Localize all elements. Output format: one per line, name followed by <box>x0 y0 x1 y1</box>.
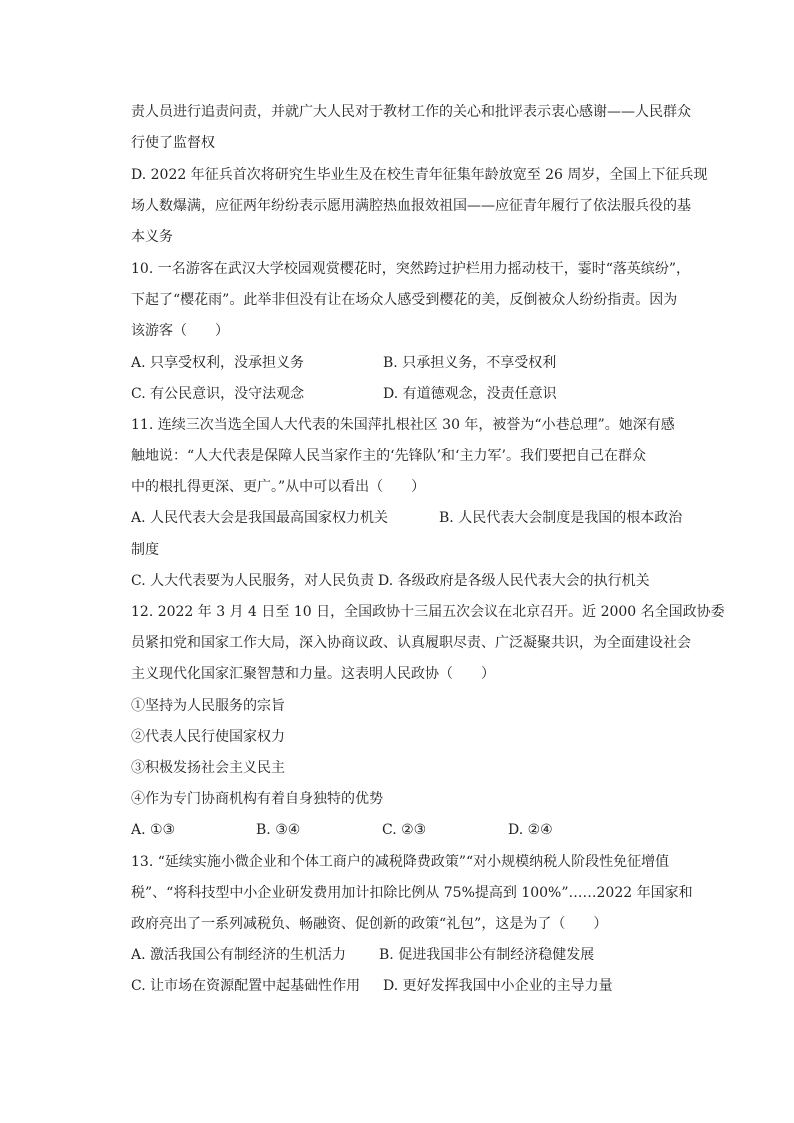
prev-option-d-line-1: D. 2022 年征兵首次将研究生毕业生及在校生青年征集年龄放宽至 26 周岁，全国上下征兵现 <box>131 167 708 183</box>
q11-option-a: A. 人民代表大会是我国最高国家权力机关 <box>131 510 389 526</box>
continuation-line-1: 责人员进行追责问责，并就广大人民对于教材工作的关心和批评表示衷心感谢——人民群众 <box>131 104 691 120</box>
q10-stem-line-2: 下起了“樱花雨”。此举非但没有让在场众人感受到樱花的美，反倒被众人纷纷指责。因为 <box>131 292 678 308</box>
q13-option-b: B. 促进我国非公有制经济稳健发展 <box>379 947 595 963</box>
q10-option-a: A. 只享受权利，没承担义务 <box>131 355 305 371</box>
q12-option-d: D. ②④ <box>508 822 553 838</box>
continuation-line-2: 行使了监督权 <box>131 135 215 151</box>
q11-stem-line-2: 触地说：“人大代表是保障人民当家作主的‘先锋队’和‘主力军’。我们要把自己在群众 <box>131 448 646 464</box>
q11-stem-line-3: 中的根扎得更深、更广。”从中可以看出（ ） <box>131 479 426 495</box>
q10-stem-line-3: 该游客（ ） <box>131 323 229 339</box>
q11-option-b-continued: 制度 <box>131 542 159 558</box>
q10-option-d: D. 有道德观念，没责任意识 <box>383 386 557 402</box>
q12-stem-line-2: 员紧扣党和国家工作大局，深入协商议政、认真履职尽责、广泛凝聚共识，为全面建设社会 <box>131 635 691 651</box>
q10-option-b: B. 只承担义务，不享受权利 <box>383 355 557 371</box>
q13-stem-line-1: 13. “延续实施小微企业和个体工商户的减税降费政策”“对小规模纳税人阶段性免征增值 <box>131 854 670 870</box>
q12-statement-4: ④作为专门协商机构有着自身独特的优势 <box>131 791 383 807</box>
q13-option-d: D. 更好发挥我国中小企业的主导力量 <box>383 978 613 994</box>
q11-stem-line-1: 11. 连续三次当选全国人大代表的朱国萍扎根社区 30 年，被誉为“小巷总理”。她深有感 <box>131 417 675 433</box>
q10-stem-line-1: 10. 一名游客在武汉大学校园观赏樱花时，突然跨过护栏用力摇动枝干，霎时“落英缤纷”， <box>131 261 691 277</box>
prev-option-d-line-2: 场人数爆满，应征两年纷纷表示愿用满腔热血报效祖国——应征青年履行了依法服兵役的基 <box>131 198 691 214</box>
q11-option-d: D. 各级政府是各级人民代表大会的执行机关 <box>378 573 650 589</box>
q13-stem-line-2: 税”、“将科技型中小企业研发费用加计扣除比例从 75%提高到 100%”……2022 年国家和 <box>131 885 693 901</box>
q11-option-b: B. 人民代表大会制度是我国的根本政治 <box>439 510 683 526</box>
q11-option-c: C. 人大代表要为人民服务，对人民负责 <box>131 573 375 589</box>
prev-option-d-line-3: 本义务 <box>131 229 173 245</box>
q12-option-c: C. ②③ <box>382 822 427 838</box>
q12-stem-line-3: 主义现代化国家汇聚智慧和力量。这表明人民政协（ ） <box>131 666 495 682</box>
q13-option-a: A. 激活我国公有制经济的生机活力 <box>131 947 347 963</box>
q13-option-c: C. 让市场在资源配置中起基础性作用 <box>131 978 361 994</box>
q12-option-b: B. ③④ <box>256 822 301 838</box>
q12-statement-1: ①坚持为人民服务的宗旨 <box>131 698 285 714</box>
q12-statement-3: ③积极发扬社会主义民主 <box>131 760 285 776</box>
q12-statement-2: ②代表人民行使国家权力 <box>131 729 285 745</box>
q12-option-a: A. ①③ <box>131 822 176 838</box>
q10-option-c: C. 有公民意识，没守法观念 <box>131 386 305 402</box>
q12-stem-line-1: 12. 2022 年 3 月 4 日至 10 日，全国政协十三届五次会议在北京召开。近 2000 名全国政协委 <box>131 604 725 620</box>
q13-stem-line-3: 政府亮出了一系列减税负、畅融资、促创新的政策“礼包”，这是为了（ ） <box>131 916 608 932</box>
